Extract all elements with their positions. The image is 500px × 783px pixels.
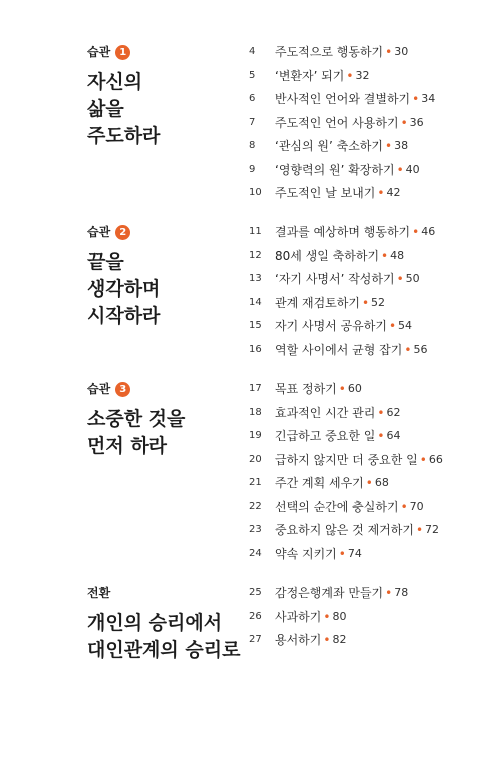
separator-dot: • [400, 115, 408, 130]
item-number: 10 [249, 187, 262, 198]
separator-dot: • [377, 186, 385, 200]
separator-dot: • [412, 92, 420, 106]
item-title: ‘관심의 원’ 축소하기 [275, 139, 383, 153]
toc-item[interactable] [249, 91, 435, 115]
habit-label-text: 습관 [87, 382, 111, 396]
item-number: 16 [249, 343, 262, 355]
separator-dot: • [338, 382, 346, 396]
item-number: 9 [249, 163, 256, 175]
toc-item[interactable] [249, 405, 443, 429]
section-title-line: 생각하며 [87, 278, 161, 300]
separator-dot: • [415, 523, 424, 537]
separator-dot: • [365, 476, 373, 490]
separator-dot: • [323, 609, 331, 624]
item-title: ‘변환자’ 되기 [275, 68, 345, 83]
toc-item[interactable] [249, 271, 435, 295]
item-title: 목표 정하기 [275, 382, 337, 396]
item-page: 64 [386, 429, 401, 442]
habit-label [87, 44, 160, 60]
toc-item[interactable] [249, 609, 408, 633]
toc-list [249, 44, 435, 209]
item-number: 6 [249, 93, 256, 104]
section-title [87, 249, 160, 330]
section-header [87, 44, 160, 150]
toc-item[interactable] [249, 318, 435, 342]
separator-dot: • [419, 452, 427, 467]
item-page: 62 [386, 405, 401, 419]
item-page: 30 [394, 45, 409, 58]
separator-dot: • [338, 546, 346, 561]
item-title: 주간 계획 세우기 [275, 476, 364, 490]
item-page: 70 [409, 499, 424, 513]
separator-dot: • [346, 68, 354, 83]
item-title: 주도적으로 행동하기 [275, 45, 384, 59]
toc-item[interactable] [249, 585, 408, 609]
separator-dot: • [385, 586, 393, 600]
toc-list [249, 224, 435, 365]
section-header [87, 381, 185, 460]
separator-dot: • [377, 405, 385, 420]
item-title: ‘영향력의 원’ 확장하기 [275, 162, 395, 177]
item-number: 17 [249, 383, 262, 394]
item-title: 80세 생일 축하하기 [275, 248, 380, 263]
toc-item[interactable] [249, 224, 435, 248]
item-title: 주도적인 언어 사용하기 [275, 115, 399, 130]
separator-dot: • [385, 45, 393, 59]
item-title: 긴급하고 중요한 일 [275, 429, 376, 443]
item-page: 46 [421, 225, 436, 238]
toc-item[interactable] [249, 381, 443, 405]
toc-item[interactable] [249, 248, 435, 272]
toc-item[interactable] [249, 428, 443, 452]
item-page: 52 [371, 295, 386, 309]
toc-item[interactable] [249, 522, 443, 546]
item-title: 주도적인 날 보내기 [275, 186, 376, 200]
item-number: 7 [249, 116, 256, 128]
item-title: ‘자기 사명서’ 작성하기 [275, 272, 395, 286]
item-number: 22 [249, 500, 262, 512]
separator-dot: • [412, 225, 420, 239]
item-title: 급하지 않지만 더 중요한 일 [275, 452, 418, 467]
toc-item[interactable] [249, 68, 435, 92]
habit-label-text: 습관 [87, 225, 111, 239]
toc-list [249, 381, 443, 569]
toc-item[interactable] [249, 342, 435, 366]
item-page: 50 [405, 272, 420, 285]
habit-number-badge: 2 [115, 225, 130, 240]
section-title-line: 소중한 것을 [87, 408, 186, 430]
toc-item[interactable] [249, 475, 443, 499]
item-number: 13 [249, 273, 262, 284]
item-title: 역할 사이에서 균형 잡기 [275, 342, 403, 357]
separator-dot: • [404, 342, 412, 357]
item-page: 74 [347, 546, 362, 560]
item-page: 48 [390, 248, 405, 262]
toc-item[interactable] [249, 546, 443, 570]
item-number: 27 [249, 634, 262, 645]
item-title: 관계 재검토하기 [275, 295, 360, 310]
item-page: 40 [405, 162, 420, 176]
section-title [87, 610, 240, 664]
habit-number-badge: 1 [115, 45, 130, 60]
item-page: 34 [421, 92, 436, 105]
item-title: 결과를 예상하며 행동하기 [275, 225, 411, 239]
separator-dot: • [388, 319, 397, 333]
item-number: 15 [249, 320, 262, 331]
item-title: 선택의 순간에 충실하기 [275, 499, 399, 514]
item-number: 4 [249, 46, 256, 57]
item-number: 18 [249, 406, 262, 418]
item-title: 자기 사명서 공유하기 [275, 319, 387, 333]
separator-dot: • [323, 633, 331, 647]
toc-item[interactable] [249, 295, 435, 319]
separator-dot: • [361, 295, 370, 310]
toc-item[interactable] [249, 162, 435, 186]
item-number: 25 [249, 587, 262, 598]
item-page: 66 [428, 452, 443, 466]
item-title: 반사적인 언어와 결별하기 [275, 92, 411, 106]
habit-label-text: 습관 [87, 45, 111, 59]
toc-item[interactable] [249, 115, 435, 139]
section-title-line: 개인의 승리에서 [87, 612, 223, 634]
item-page: 56 [413, 342, 428, 356]
transition-label [87, 585, 240, 601]
item-page: 68 [374, 476, 389, 489]
item-title: 중요하지 않은 것 제거하기 [275, 523, 414, 537]
item-number: 11 [249, 226, 262, 237]
section-title-line: 삶을 [87, 98, 124, 120]
section-title-line: 대인관계의 승리로 [87, 639, 241, 661]
item-title: 감정은행계좌 만들기 [275, 586, 384, 600]
item-title: 약속 지키기 [275, 546, 337, 561]
separator-dot: • [385, 139, 393, 153]
section-title-line: 먼저 하라 [87, 435, 168, 457]
item-page: 42 [386, 186, 401, 199]
toc-item[interactable] [249, 632, 408, 656]
item-page: 36 [409, 115, 424, 129]
separator-dot: • [396, 272, 404, 286]
toc-item[interactable] [249, 44, 435, 68]
item-number: 24 [249, 547, 262, 559]
toc-list [249, 585, 408, 656]
item-page: 78 [394, 586, 409, 599]
section-header [87, 585, 240, 664]
item-number: 14 [249, 296, 262, 308]
item-number: 12 [249, 249, 262, 261]
habit-number-badge: 3 [115, 382, 130, 397]
item-title: 효과적인 시간 관리 [275, 405, 376, 420]
item-page: 54 [398, 319, 413, 332]
separator-dot: • [377, 429, 385, 443]
item-number: 20 [249, 453, 262, 465]
item-page: 80 [332, 609, 347, 623]
section-title-line: 주도하라 [87, 125, 161, 147]
toc-item[interactable] [249, 185, 435, 209]
item-number: 21 [249, 477, 262, 488]
toc-item[interactable] [249, 138, 435, 162]
item-number: 23 [249, 524, 262, 535]
section-title [87, 406, 185, 460]
section-title [87, 69, 160, 150]
toc-item[interactable] [249, 452, 443, 476]
item-number: 5 [249, 69, 256, 81]
section-header [87, 224, 160, 330]
item-title: 사과하기 [275, 609, 322, 624]
item-page: 32 [355, 68, 370, 82]
item-page: 82 [332, 633, 347, 646]
item-title: 용서하기 [275, 633, 322, 647]
item-number: 19 [249, 430, 262, 441]
item-page: 60 [347, 382, 362, 395]
separator-dot: • [381, 248, 389, 263]
habit-label [87, 224, 160, 240]
item-number: 8 [249, 140, 256, 151]
item-page: 72 [425, 523, 440, 536]
section-title-line: 자신의 [87, 71, 143, 93]
item-page: 38 [394, 139, 409, 152]
section-title-line: 시작하라 [87, 305, 161, 327]
transition-label-text: 전환 [87, 586, 111, 600]
toc-item[interactable] [249, 499, 443, 523]
separator-dot: • [396, 162, 404, 177]
item-number: 26 [249, 610, 262, 622]
habit-label [87, 381, 185, 397]
separator-dot: • [400, 499, 408, 514]
section-title-line: 끝을 [87, 251, 124, 273]
